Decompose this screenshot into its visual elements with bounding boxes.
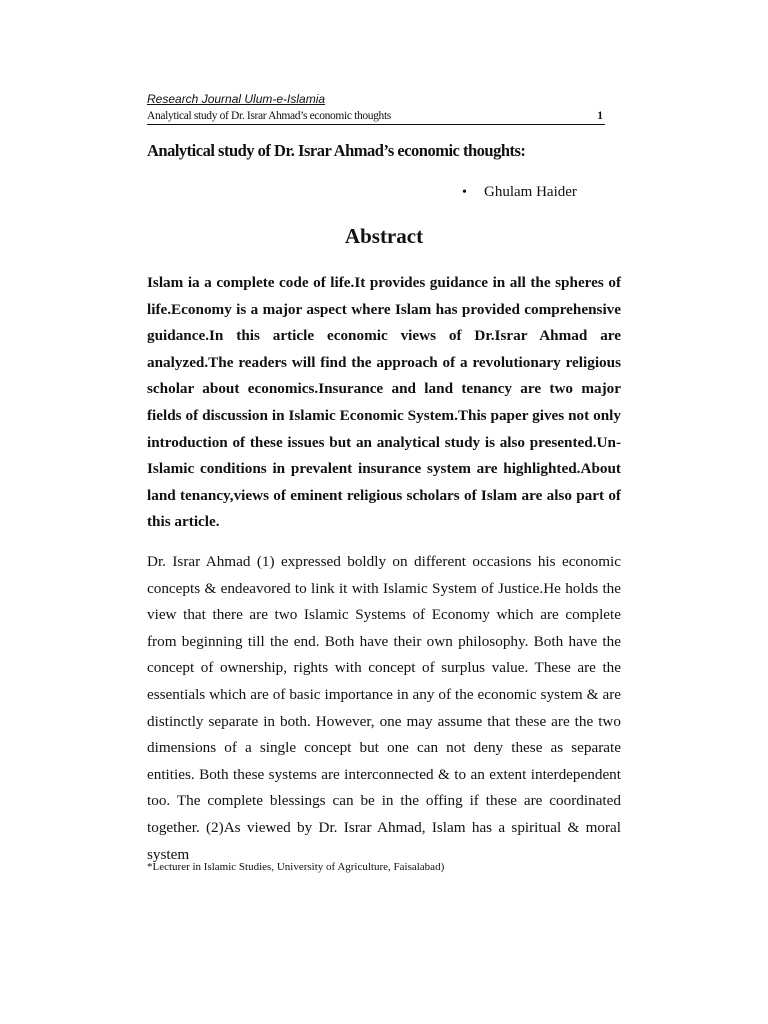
paper-title: Analytical study of Dr. Israr Ahmad’s economic thoughts:	[147, 141, 526, 160]
footnote: *Lecturer in Islamic Studies, University of Agriculture, Faisalabad)	[147, 861, 445, 873]
author-line	[462, 184, 577, 201]
journal-name: Research Journal Ulum-e-Islamia	[147, 92, 326, 106]
abstract-heading: Abstract	[344, 224, 424, 248]
running-header	[147, 109, 605, 125]
abstract-text: Islam ia a complete code of life.It provides guidance in all the spheres of life.Economy is a major aspect where Islam has provided comprehensive guidance.In this article economic views of Dr.Israr Ahmad are analyzed.The readers will find the approach of a revolutionary religious scholar about economics.Insurance and land tenancy are two major fields of discussion in Islamic Economic System.This paper gives not only introduction of these issues but an analytical study is also presented.Un-Islamic conditions in prevalent insurance system are highlighted.About land tenancy,views of eminent religious scholars of Islam are also part of this article.	[147, 274, 621, 531]
body-paragraph: Dr. Israr Ahmad (1) expressed boldly on different occasions his economic concepts & endeavored to link it with Islamic System of Justice.He holds the view that there are two Islamic Systems of Economy which are complete from beginning till the end. Both have their own philosophy. Both have the concept of ownership, rights with concept of surplus value. These are the essentials which are of basic importance in any of the economic system & are distinctly separate in both. However, one may assume that these are the two dimensions of a single concept but one can not deny these as separate entities. Both these systems are interconnected & to an extent interdependent too. The complete blessings can be in the offing if these are coordinated together. (2)As viewed by Dr. Israr Ahmad, Islam has a spiritual & moral system	[147, 553, 621, 863]
page-number: 1	[597, 110, 603, 122]
author-name: Ghulam Haider	[484, 184, 577, 200]
running-title: Analytical study of Dr. Israr Ahmad’s economic thoughts	[147, 110, 391, 122]
bullet-icon: •	[462, 185, 467, 200]
